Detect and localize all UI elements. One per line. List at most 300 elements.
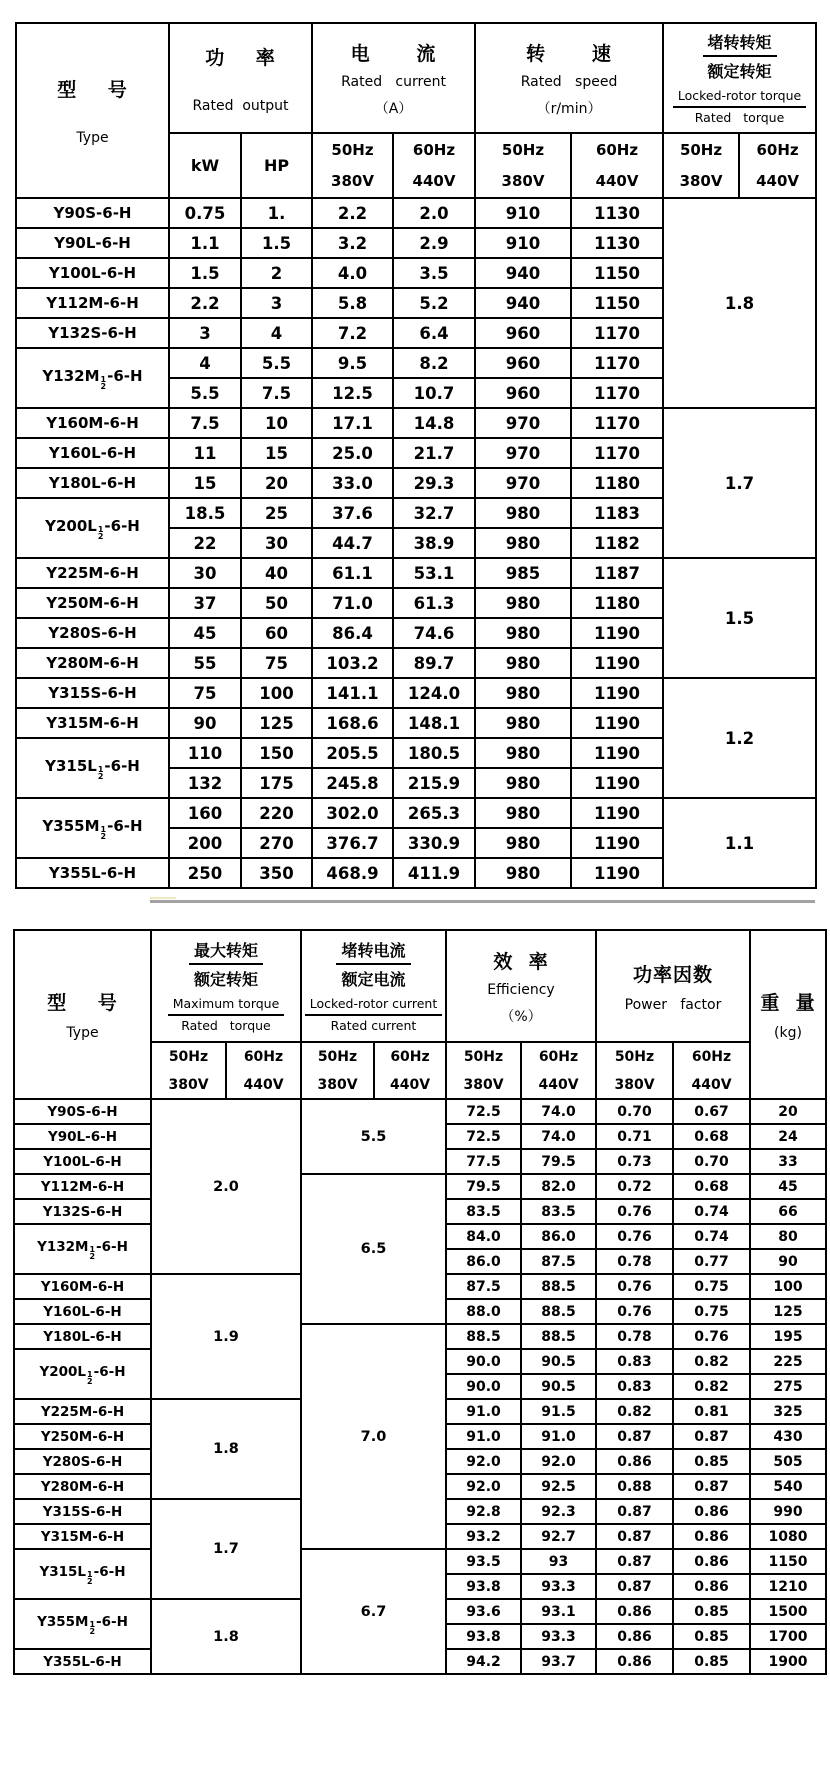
current-50hz-value: 468.9 <box>312 858 393 888</box>
speed-60hz-value: 1190 <box>571 618 663 648</box>
power-factor-50hz-value: 0.76 <box>596 1299 673 1324</box>
locked-rotor-torque-ratio-value: 1.2 <box>663 678 816 798</box>
weight-kg-value: 90 <box>750 1249 826 1274</box>
efficiency-50hz-value: 77.5 <box>446 1149 521 1174</box>
volt-label: 380V <box>463 1076 504 1093</box>
current-60hz-value: 3.5 <box>393 258 475 288</box>
current-60hz-value: 5.2 <box>393 288 475 318</box>
current-50hz-value: 9.5 <box>312 348 393 378</box>
current-50hz-value: 61.1 <box>312 558 393 588</box>
power-factor-50hz-value: 0.83 <box>596 1374 673 1399</box>
current-50hz-value: 25.0 <box>312 438 393 468</box>
efficiency-60hz-value: 93.3 <box>521 1574 596 1599</box>
type-label-part: Y200L <box>45 517 97 535</box>
max-torque-ratio-value: 2.0 <box>151 1099 301 1274</box>
speed-60hz-value: 1187 <box>571 558 663 588</box>
header-type-en: Type <box>76 130 109 146</box>
volt-label: 380V <box>501 172 545 190</box>
header-locked-rotor-current-ratio <box>301 930 446 1042</box>
speed-60hz-value: 1150 <box>571 288 663 318</box>
current-60hz-value: 14.8 <box>393 408 475 438</box>
locked-rotor-current-ratio-value: 7.0 <box>301 1324 446 1549</box>
current-50hz-value: 86.4 <box>312 618 393 648</box>
type-label: Y180L-6-H <box>14 1324 151 1349</box>
header-rated-speed-unit: （r/min） <box>536 100 602 117</box>
table-row <box>14 1324 826 1349</box>
freq-label: 50Hz <box>331 141 374 159</box>
weight-kg-value: 1080 <box>750 1524 826 1549</box>
power-factor-60hz-value: 0.70 <box>673 1149 750 1174</box>
power-factor-50hz-value: 0.76 <box>596 1199 673 1224</box>
locked-rotor-current-ratio-value: 6.7 <box>301 1549 446 1674</box>
type-label-part: 1 <box>97 765 104 774</box>
header-weight-unit: (kg) <box>774 1025 802 1041</box>
speed-60hz-value: 1183 <box>571 498 663 528</box>
type-label <box>16 798 169 858</box>
weight-kg-value: 1150 <box>750 1549 826 1574</box>
type-label-part: -6-H <box>107 817 143 835</box>
header-weight <box>750 930 826 1099</box>
hp-value: 150 <box>241 738 312 768</box>
hp-value: 15 <box>241 438 312 468</box>
freq-label: 60Hz <box>243 1048 284 1065</box>
current-50hz-value: 12.5 <box>312 378 393 408</box>
type-label-part: Y132M <box>42 367 100 385</box>
current-50hz-value: 71.0 <box>312 588 393 618</box>
table-row <box>14 1549 826 1574</box>
weight-kg-value: 80 <box>750 1224 826 1249</box>
speed-50hz-value: 980 <box>475 648 571 678</box>
type-label: Y132S-6-H <box>16 318 169 348</box>
type-label-part: 2 <box>97 532 104 541</box>
power-factor-50hz-value: 0.82 <box>596 1399 673 1424</box>
current-50hz-value: 103.2 <box>312 648 393 678</box>
efficiency-60hz-value: 90.5 <box>521 1349 596 1374</box>
hp-value: 3 <box>241 288 312 318</box>
hp-value: 2 <box>241 258 312 288</box>
kw-value: 90 <box>169 708 241 738</box>
speed-60hz-value: 1190 <box>571 678 663 708</box>
type-label <box>14 1599 151 1649</box>
subheader-speed-50hz-380v <box>475 133 571 198</box>
hp-value: 100 <box>241 678 312 708</box>
efficiency-50hz-value: 79.5 <box>446 1174 521 1199</box>
max-torque-ratio-value: 1.8 <box>151 1599 301 1674</box>
type-label-part: 1 <box>100 825 107 834</box>
speed-60hz-value: 1190 <box>571 738 663 768</box>
hp-value: 50 <box>241 588 312 618</box>
power-factor-60hz-value: 0.67 <box>673 1099 750 1124</box>
speed-60hz-value: 1170 <box>571 408 663 438</box>
kw-value: 0.75 <box>169 198 241 228</box>
header-torque-cn-denominator: 额定转矩 <box>707 62 772 82</box>
performance-table <box>13 929 827 1675</box>
type-label: Y315S-6-H <box>16 678 169 708</box>
header-rated-output-en: Rated output <box>192 97 289 114</box>
freq-label: 50Hz <box>501 141 545 159</box>
table-row <box>14 1174 826 1199</box>
volt-label: 380V <box>679 172 723 190</box>
type-label: Y180L-6-H <box>16 468 169 498</box>
current-60hz-value: 61.3 <box>393 588 475 618</box>
current-60hz-value: 2.0 <box>393 198 475 228</box>
locked-rotor-current-ratio-value: 6.5 <box>301 1174 446 1324</box>
type-label-part: -6-H <box>93 1564 126 1580</box>
power-factor-50hz-value: 0.83 <box>596 1349 673 1374</box>
efficiency-60hz-value: 82.0 <box>521 1174 596 1199</box>
hp-value: 1.5 <box>241 228 312 258</box>
freq-label: 60Hz <box>595 141 639 159</box>
current-50hz-value: 205.5 <box>312 738 393 768</box>
speed-60hz-value: 1190 <box>571 828 663 858</box>
speed-60hz-value: 1190 <box>571 648 663 678</box>
kw-value: 2.2 <box>169 288 241 318</box>
subheader-current-50hz-380v <box>312 133 393 198</box>
speed-50hz-value: 980 <box>475 798 571 828</box>
locked-rotor-current-ratio-value: 5.5 <box>301 1099 446 1174</box>
subheader-efficiency-60hz-440v <box>521 1042 596 1099</box>
weight-kg-value: 1900 <box>750 1649 826 1674</box>
max-torque-ratio-value: 1.8 <box>151 1399 301 1499</box>
kw-value: 5.5 <box>169 378 241 408</box>
volt-label: 440V <box>538 1076 579 1093</box>
type-label-part: 1 <box>87 1570 93 1579</box>
efficiency-60hz-value: 83.5 <box>521 1199 596 1224</box>
current-60hz-value: 89.7 <box>393 648 475 678</box>
hp-value: 1. <box>241 198 312 228</box>
freq-label: 60Hz <box>412 141 456 159</box>
type-label: Y90L-6-H <box>14 1124 151 1149</box>
header-rated-output <box>169 23 312 133</box>
efficiency-50hz-value: 72.5 <box>446 1124 521 1149</box>
speed-50hz-value: 910 <box>475 228 571 258</box>
power-factor-60hz-value: 0.85 <box>673 1649 750 1674</box>
weight-kg-value: 990 <box>750 1499 826 1524</box>
type-label-part: 2 <box>100 382 107 391</box>
speed-50hz-value: 960 <box>475 378 571 408</box>
type-label: Y90S-6-H <box>16 198 169 228</box>
fraction-stack <box>101 376 107 390</box>
max-torque-ratio-value: 1.7 <box>151 1499 301 1599</box>
speed-60hz-value: 1190 <box>571 798 663 828</box>
header-power-factor <box>596 930 750 1042</box>
subheader-maxtorque-60hz-440v <box>226 1042 301 1099</box>
type-label-part: Y355M <box>37 1614 89 1630</box>
type-label: Y315S-6-H <box>14 1499 151 1524</box>
volt-label: 380V <box>168 1076 209 1093</box>
header-type-cn: 型 号 <box>47 992 118 1014</box>
header-type-cn: 型 号 <box>57 79 128 101</box>
volt-label: 440V <box>595 172 639 190</box>
power-factor-50hz-value: 0.87 <box>596 1574 673 1599</box>
speed-50hz-value: 980 <box>475 738 571 768</box>
header-rated-speed-en: Rated speed <box>520 73 618 90</box>
current-50hz-value: 7.2 <box>312 318 393 348</box>
kw-value: 160 <box>169 798 241 828</box>
kw-value: 200 <box>169 828 241 858</box>
current-50hz-value: 17.1 <box>312 408 393 438</box>
freq-label: 60Hz <box>756 141 799 159</box>
type-label: Y132S-6-H <box>14 1199 151 1224</box>
kw-value: 1.1 <box>169 228 241 258</box>
header-maxtorque-cn-denominator: 额定转矩 <box>193 970 258 990</box>
header-efficiency-cn: 效 率 <box>493 950 549 973</box>
efficiency-60hz-value: 92.7 <box>521 1524 596 1549</box>
speed-50hz-value: 970 <box>475 438 571 468</box>
locked-rotor-torque-ratio-value: 1.7 <box>663 408 816 558</box>
speed-60hz-value: 1190 <box>571 768 663 798</box>
speed-50hz-value: 960 <box>475 348 571 378</box>
header-lrcurrent-cn-denominator: 额定电流 <box>341 970 406 990</box>
efficiency-50hz-value: 90.0 <box>446 1349 521 1374</box>
type-label: Y250M-6-H <box>14 1424 151 1449</box>
kw-value: 110 <box>169 738 241 768</box>
current-60hz-value: 21.7 <box>393 438 475 468</box>
type-label: Y315M-6-H <box>14 1524 151 1549</box>
header-rated-speed-cn: 转 速 <box>526 42 612 65</box>
table-header-row <box>14 930 826 1042</box>
type-label <box>16 498 169 558</box>
volt-label: 380V <box>614 1076 655 1093</box>
current-50hz-value: 37.6 <box>312 498 393 528</box>
volt-label: 440V <box>389 1076 431 1093</box>
table-row <box>16 798 816 828</box>
speed-50hz-value: 970 <box>475 468 571 498</box>
weight-kg-value: 540 <box>750 1474 826 1499</box>
type-label <box>14 1224 151 1274</box>
current-60hz-value: 53.1 <box>393 558 475 588</box>
hp-value: 40 <box>241 558 312 588</box>
header-rated-current-unit: （A） <box>374 100 413 117</box>
subheader-torque-60hz-440v <box>739 133 816 198</box>
power-factor-50hz-value: 0.87 <box>596 1549 673 1574</box>
efficiency-50hz-value: 86.0 <box>446 1249 521 1274</box>
type-label: Y160M-6-H <box>14 1274 151 1299</box>
power-factor-50hz-value: 0.76 <box>596 1274 673 1299</box>
speed-60hz-value: 1190 <box>571 858 663 888</box>
volt-label: 380V <box>331 172 374 190</box>
type-label-part: 1 <box>89 1620 96 1629</box>
subheader-current-60hz-440v <box>393 133 475 198</box>
current-50hz-value: 3.2 <box>312 228 393 258</box>
efficiency-50hz-value: 72.5 <box>446 1099 521 1124</box>
hp-value: 5.5 <box>241 348 312 378</box>
subheader-pf-60hz-440v <box>673 1042 750 1099</box>
kw-value: 15 <box>169 468 241 498</box>
table-row <box>16 678 816 708</box>
type-label-part: Y200L <box>39 1364 87 1380</box>
speed-50hz-value: 970 <box>475 408 571 438</box>
speed-60hz-value: 1130 <box>571 228 663 258</box>
efficiency-60hz-value: 92.3 <box>521 1499 596 1524</box>
efficiency-60hz-value: 92.0 <box>521 1449 596 1474</box>
subheader-lrcurrent-50hz-380v <box>301 1042 374 1099</box>
weight-kg-value: 505 <box>750 1449 826 1474</box>
locked-rotor-torque-ratio-value: 1.5 <box>663 558 816 678</box>
power-factor-60hz-value: 0.74 <box>673 1224 750 1249</box>
kw-value: 250 <box>169 858 241 888</box>
kw-value: 7.5 <box>169 408 241 438</box>
kw-value: 18.5 <box>169 498 241 528</box>
efficiency-50hz-value: 88.5 <box>446 1324 521 1349</box>
efficiency-60hz-value: 88.5 <box>521 1299 596 1324</box>
weight-kg-value: 225 <box>750 1349 826 1374</box>
header-maxtorque-en-denominator: Rated torque <box>181 1017 271 1033</box>
header-rated-output-cn: 功 率 <box>205 46 276 69</box>
speed-50hz-value: 980 <box>475 678 571 708</box>
weight-kg-value: 33 <box>750 1149 826 1174</box>
freq-label: 50Hz <box>168 1048 209 1065</box>
power-factor-60hz-value: 0.85 <box>673 1449 750 1474</box>
kw-value: 45 <box>169 618 241 648</box>
type-label-part: Y132M <box>37 1239 89 1255</box>
efficiency-50hz-value: 83.5 <box>446 1199 521 1224</box>
power-factor-60hz-value: 0.85 <box>673 1624 750 1649</box>
weight-kg-value: 1500 <box>750 1599 826 1624</box>
freq-label: 60Hz <box>691 1048 732 1065</box>
type-label: Y160L-6-H <box>14 1299 151 1324</box>
efficiency-60hz-value: 93.3 <box>521 1624 596 1649</box>
hp-value: 10 <box>241 408 312 438</box>
current-50hz-value: 5.8 <box>312 288 393 318</box>
kw-value: 75 <box>169 678 241 708</box>
speed-50hz-value: 980 <box>475 618 571 648</box>
fraction-stack <box>101 826 107 840</box>
header-max-torque-ratio <box>151 930 301 1042</box>
current-50hz-value: 141.1 <box>312 678 393 708</box>
header-type <box>16 23 169 198</box>
efficiency-50hz-value: 92.8 <box>446 1499 521 1524</box>
kw-value: 132 <box>169 768 241 798</box>
kw-value: 4 <box>169 348 241 378</box>
power-factor-60hz-value: 0.87 <box>673 1424 750 1449</box>
type-label-part: 2 <box>97 772 104 781</box>
power-factor-50hz-value: 0.73 <box>596 1149 673 1174</box>
type-label: Y280M-6-H <box>14 1474 151 1499</box>
weight-kg-value: 1210 <box>750 1574 826 1599</box>
type-label: Y280M-6-H <box>16 648 169 678</box>
current-60hz-value: 124.0 <box>393 678 475 708</box>
current-60hz-value: 148.1 <box>393 708 475 738</box>
power-factor-60hz-value: 0.86 <box>673 1574 750 1599</box>
speed-60hz-value: 1170 <box>571 318 663 348</box>
current-60hz-value: 215.9 <box>393 768 475 798</box>
volt-label: 440V <box>412 172 456 190</box>
efficiency-50hz-value: 92.0 <box>446 1449 521 1474</box>
weight-kg-value: 24 <box>750 1124 826 1149</box>
header-maxtorque-en-numerator: Maximum torque <box>168 996 285 1016</box>
efficiency-50hz-value: 93.8 <box>446 1624 521 1649</box>
header-weight-cn: 重 量 <box>760 992 816 1014</box>
type-label: Y355L-6-H <box>16 858 169 888</box>
hp-value: 220 <box>241 798 312 828</box>
subheader-efficiency-50hz-380v <box>446 1042 521 1099</box>
type-label-part: 1 <box>100 375 107 384</box>
efficiency-50hz-value: 91.0 <box>446 1399 521 1424</box>
current-60hz-value: 8.2 <box>393 348 475 378</box>
efficiency-60hz-value: 88.5 <box>521 1324 596 1349</box>
efficiency-60hz-value: 93 <box>521 1549 596 1574</box>
hp-value: 125 <box>241 708 312 738</box>
current-50hz-value: 245.8 <box>312 768 393 798</box>
efficiency-50hz-value: 90.0 <box>446 1374 521 1399</box>
header-power-factor-cn: 功率因数 <box>633 963 714 986</box>
type-label-part: -6-H <box>96 1239 128 1255</box>
power-factor-50hz-value: 0.71 <box>596 1124 673 1149</box>
ratings-table <box>15 22 817 889</box>
header-rated-current-cn: 电 流 <box>350 42 437 65</box>
weight-kg-value: 195 <box>750 1324 826 1349</box>
header-torque-cn-numerator: 堵转转矩 <box>703 33 777 57</box>
speed-50hz-value: 980 <box>475 528 571 558</box>
subheader-kw: kW <box>169 133 241 198</box>
current-50hz-value: 4.0 <box>312 258 393 288</box>
table-row <box>16 408 816 438</box>
speed-60hz-value: 1150 <box>571 258 663 288</box>
speed-50hz-value: 980 <box>475 768 571 798</box>
header-rated-current-en: Rated current <box>341 73 446 90</box>
speed-60hz-value: 1170 <box>571 378 663 408</box>
header-type <box>14 930 151 1099</box>
power-factor-50hz-value: 0.87 <box>596 1424 673 1449</box>
kw-value: 30 <box>169 558 241 588</box>
efficiency-50hz-value: 93.2 <box>446 1524 521 1549</box>
fraction-stack <box>98 766 104 780</box>
weight-kg-value: 45 <box>750 1174 826 1199</box>
fraction-stack <box>87 1571 93 1585</box>
freq-label: 60Hz <box>538 1048 579 1065</box>
type-label-part: 2 <box>100 832 107 841</box>
current-60hz-value: 38.9 <box>393 528 475 558</box>
type-label-part: 1 <box>97 525 104 534</box>
hp-value: 175 <box>241 768 312 798</box>
type-label: Y160L-6-H <box>16 438 169 468</box>
type-label: Y100L-6-H <box>14 1149 151 1174</box>
header-torque-en-numerator: Locked-rotor torque <box>673 88 806 108</box>
type-label <box>14 1549 151 1599</box>
subheader-lrcurrent-60hz-440v <box>374 1042 446 1099</box>
speed-50hz-value: 980 <box>475 588 571 618</box>
power-factor-60hz-value: 0.74 <box>673 1199 750 1224</box>
type-label: Y90L-6-H <box>16 228 169 258</box>
volt-label: 440V <box>756 172 799 190</box>
speed-50hz-value: 940 <box>475 288 571 318</box>
weight-kg-value: 125 <box>750 1299 826 1324</box>
speed-50hz-value: 910 <box>475 198 571 228</box>
header-efficiency-en: Efficiency <box>487 981 555 998</box>
power-factor-60hz-value: 0.77 <box>673 1249 750 1274</box>
efficiency-50hz-value: 93.5 <box>446 1549 521 1574</box>
subheader-speed-60hz-440v <box>571 133 663 198</box>
power-factor-50hz-value: 0.87 <box>596 1499 673 1524</box>
hp-value: 20 <box>241 468 312 498</box>
type-label-part: 2 <box>87 1577 93 1586</box>
efficiency-60hz-value: 93.1 <box>521 1599 596 1624</box>
speed-50hz-value: 980 <box>475 858 571 888</box>
kw-value: 1.5 <box>169 258 241 288</box>
header-power-factor-en: Power factor <box>624 996 722 1013</box>
volt-label: 380V <box>317 1076 358 1093</box>
speed-60hz-value: 1170 <box>571 348 663 378</box>
max-torque-ratio-value: 1.9 <box>151 1274 301 1399</box>
power-factor-50hz-value: 0.86 <box>596 1449 673 1474</box>
hp-value: 270 <box>241 828 312 858</box>
kw-value: 55 <box>169 648 241 678</box>
power-factor-50hz-value: 0.88 <box>596 1474 673 1499</box>
hp-value: 4 <box>241 318 312 348</box>
type-label-part: -6-H <box>93 1364 126 1380</box>
power-factor-50hz-value: 0.76 <box>596 1224 673 1249</box>
